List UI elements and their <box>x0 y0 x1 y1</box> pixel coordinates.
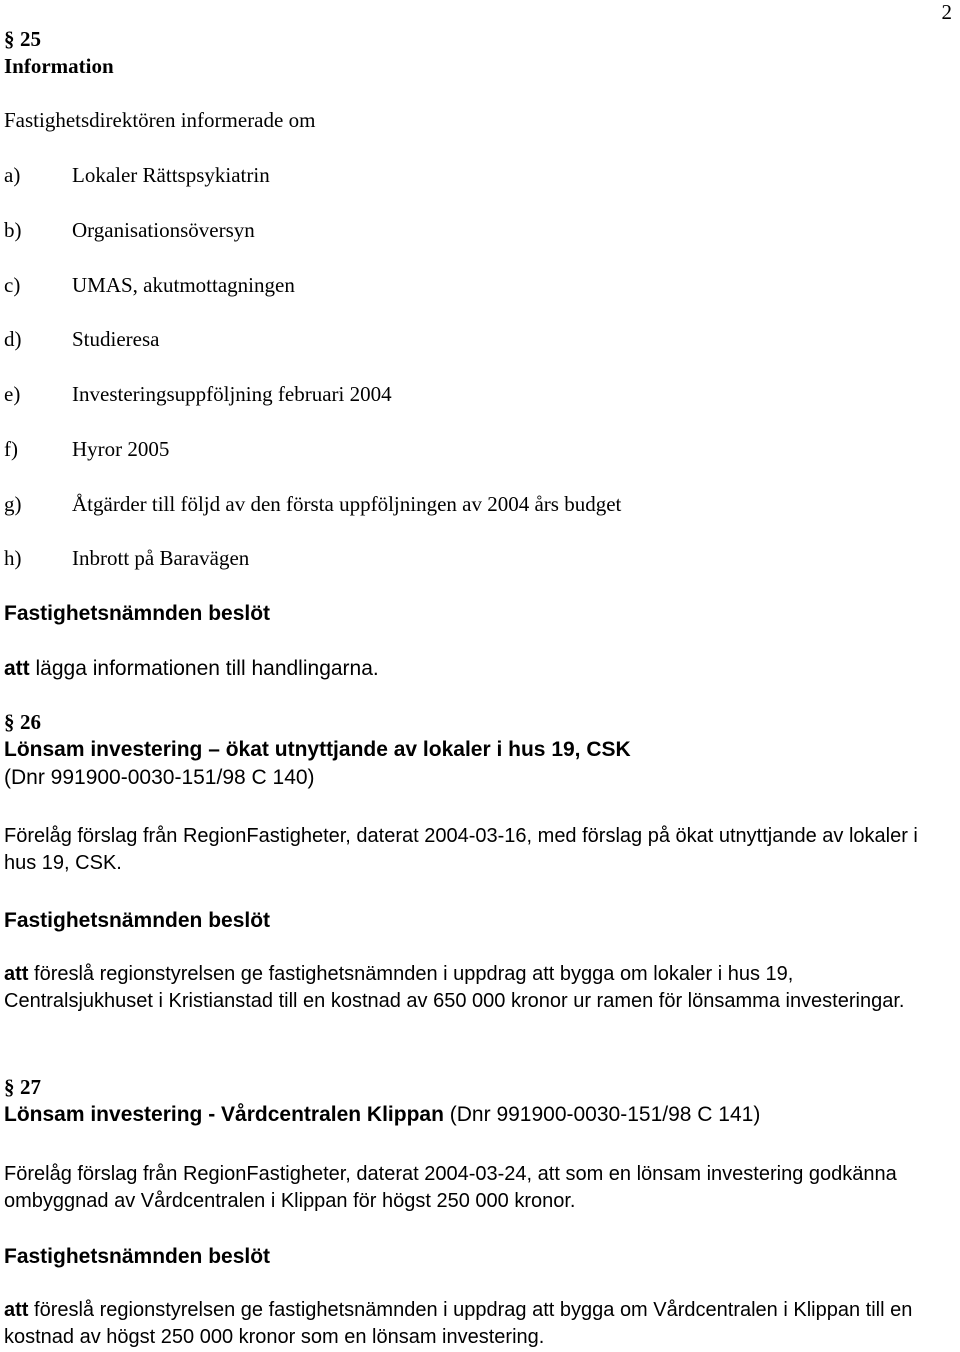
list-item-text: Hyror 2005 <box>72 437 170 461</box>
list-item-label: b) <box>4 218 22 242</box>
list-item <box>4 545 249 572</box>
section-number: 25 <box>20 27 41 51</box>
list-item-label: a) <box>4 163 21 187</box>
section-25-intro: Fastighetsdirektören informerade om <box>4 108 316 132</box>
list-item-label: h) <box>4 546 22 570</box>
list-item-text: Åtgärder till följd av den första uppföljningen av 2004 års budget <box>72 492 622 516</box>
list-item <box>4 491 621 518</box>
section-27-dnr: (Dnr 991900-0030-151/98 C 141) <box>443 1103 761 1126</box>
section-symbol: § <box>4 710 15 734</box>
list-item-text: Lokaler Rättspsykiatrin <box>72 163 270 187</box>
list-item-label: c) <box>4 273 21 297</box>
decision-heading: Fastighetsnämnden beslöt <box>4 909 271 932</box>
list-item-text: Inbrott på Baravägen <box>72 546 250 570</box>
decision-att: att <box>4 657 30 680</box>
decision-att: att <box>4 1299 29 1321</box>
section-27-body: Förelåg förslag från RegionFastigheter, daterat 2004-03-24, att som en lönsam investering godkänna ombyggnad av Vårdcentralen i Klippan för högst 250 000 kronor. <box>4 1163 897 1212</box>
section-number: 26 <box>20 710 41 734</box>
section-26-body: Förelåg förslag från RegionFastigheter, daterat 2004-03-16, med förslag på ökat utnyttjande av lokaler i hus 19, CSK. <box>4 825 918 874</box>
list-item <box>4 162 270 189</box>
section-25-title: Information <box>4 54 114 78</box>
list-item-text: Investeringsuppföljning februari 2004 <box>72 382 392 406</box>
page-number: 2 <box>941 0 952 24</box>
list-item <box>4 326 159 353</box>
list-item-label: g) <box>4 492 22 516</box>
section-27-title: Lönsam investering - Vårdcentralen Klippan <box>4 1103 444 1126</box>
decision-rest: lägga informationen till handlingarna. <box>29 657 379 680</box>
section-26-dnr: (Dnr 991900-0030-151/98 C 140) <box>4 766 315 789</box>
list-item <box>4 436 169 463</box>
section-number: 27 <box>20 1075 41 1099</box>
section-25-heading <box>4 26 41 53</box>
decision-att: att <box>4 963 29 985</box>
decision-heading: Fastighetsnämnden beslöt <box>4 602 271 625</box>
decision-text <box>4 961 934 1015</box>
list-item <box>4 272 295 299</box>
list-item-label: f) <box>4 437 18 461</box>
list-item-text: Studieresa <box>72 327 160 351</box>
list-item <box>4 217 255 244</box>
decision-text <box>4 655 379 682</box>
decision-rest: föreslå regionstyrelsen ge fastighetsnämnden i uppdrag att bygga om Vårdcentralen i Klippan till en kostnad av högst 250 000 kronor som en lönsam investering. <box>4 1299 913 1348</box>
decision-text <box>4 1297 934 1351</box>
section-27-heading <box>4 1074 41 1101</box>
list-item-text: Organisationsöversyn <box>72 218 255 242</box>
section-27-title-row <box>4 1101 760 1128</box>
section-26-title: Lönsam investering – ökat utnyttjande av lokaler i hus 19, CSK <box>4 738 631 761</box>
section-symbol: § <box>4 27 15 51</box>
decision-heading: Fastighetsnämnden beslöt <box>4 1245 271 1268</box>
list-item-label: d) <box>4 327 22 351</box>
section-26-heading <box>4 709 41 736</box>
decision-rest: föreslå regionstyrelsen ge fastighetsnämnden i uppdrag att bygga om lokaler i hus 19, Centralsjukhuset i Kristianstad till en kostnad av 650 000 kronor ur ramen för lönsamma investeringar. <box>4 963 905 1012</box>
section-symbol: § <box>4 1075 15 1099</box>
list-item-text: UMAS, akutmottagningen <box>72 273 295 297</box>
list-item-label: e) <box>4 382 21 406</box>
list-item <box>4 381 392 408</box>
